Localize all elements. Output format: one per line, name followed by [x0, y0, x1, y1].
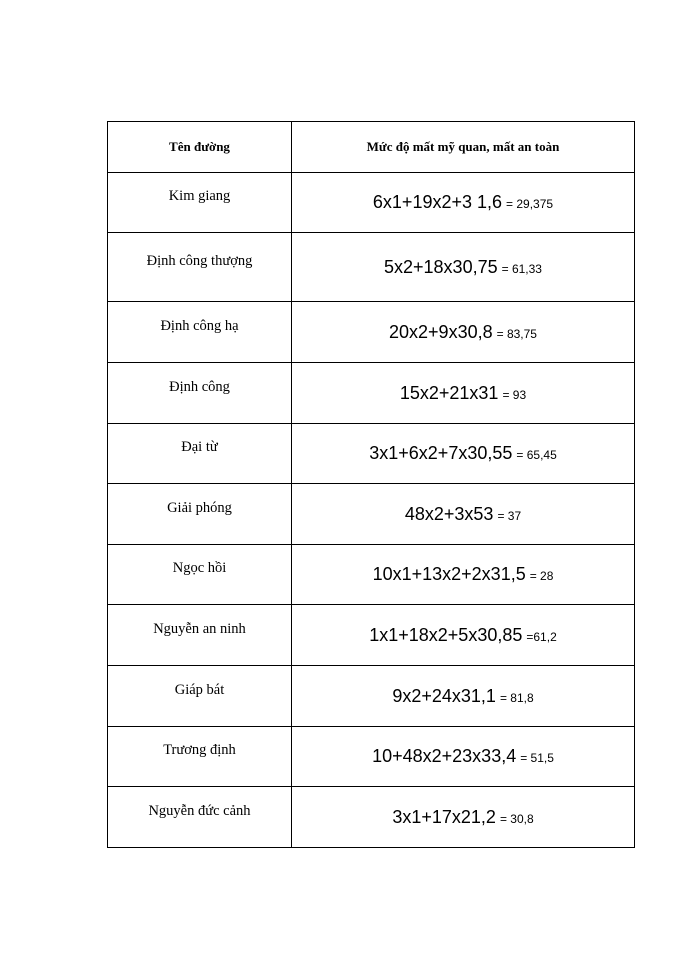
table-row: [108, 727, 635, 787]
road-name-cell: [108, 787, 292, 848]
result: = 51,5: [520, 751, 554, 765]
formula: 20x2+9x30,8: [389, 321, 493, 342]
result: = 30,8: [499, 811, 534, 826]
assessment-cell: [292, 424, 635, 484]
road-name-cell: [108, 666, 292, 727]
road-name: Nguyễn an ninh: [153, 620, 246, 637]
table-row: [108, 233, 635, 302]
table-row: [108, 666, 635, 727]
table-header-row: [108, 122, 635, 173]
result: = 61,33: [501, 261, 542, 276]
assessment-cell: [292, 545, 635, 605]
table-row: [108, 484, 635, 545]
assessment-cell: [292, 302, 635, 363]
road-name-cell: [108, 605, 292, 666]
road-name: Kim giang: [168, 188, 231, 204]
table-row: [108, 605, 635, 666]
road-name-cell: [108, 484, 292, 545]
assessment-cell: [292, 727, 635, 787]
assessment-cell: [292, 787, 635, 848]
header-assessment-level: Mức độ mất mỹ quan, mất an toàn: [292, 122, 635, 173]
assessment-cell: [292, 666, 635, 727]
result: =61,2: [526, 629, 557, 644]
road-name: Định công thượng: [146, 252, 253, 269]
assessment-cell: [292, 484, 635, 545]
result: = 93: [502, 387, 527, 402]
header-road-name: Tên đường: [108, 122, 292, 173]
formula: 10x1+13x2+2x31,5: [372, 564, 526, 584]
road-name: Giáp bát: [174, 681, 225, 698]
formula: 3x1+6x2+7x30,55: [369, 443, 513, 463]
road-name-cell: [108, 545, 292, 605]
table-row: [108, 173, 635, 233]
result: = 37: [497, 508, 522, 523]
table-row: [108, 787, 635, 848]
assessment-cell: [292, 173, 635, 233]
table-row: [108, 424, 635, 484]
road-name: Định công hạ: [160, 317, 239, 334]
formula: 6x1+19x2+3 1,6: [372, 192, 503, 212]
road-name: Giải phóng: [167, 499, 232, 516]
formula: 3x1+17x21,2: [392, 806, 496, 827]
road-assessment-table: [107, 121, 635, 848]
formula: 1x1+18x2+5x30,85: [369, 624, 523, 645]
assessment-cell: [292, 363, 635, 424]
road-name: Trương định: [163, 742, 236, 758]
result: = 83,75: [496, 326, 537, 341]
formula: 10+48x2+23x33,4: [372, 746, 517, 766]
table-row: [108, 302, 635, 363]
table-row: [108, 363, 635, 424]
formula: 48x2+3x53: [404, 503, 494, 524]
formula: 15x2+21x31: [399, 382, 499, 403]
assessment-cell: [292, 233, 635, 302]
table-row: [108, 545, 635, 605]
result: = 29,375: [506, 197, 554, 211]
road-name: Nguyễn đức cảnh: [148, 802, 251, 819]
result: = 65,45: [516, 448, 557, 462]
road-name-cell: [108, 233, 292, 302]
result: = 28: [529, 569, 554, 583]
road-name-cell: [108, 424, 292, 484]
road-name-cell: [108, 302, 292, 363]
formula: 9x2+24x31,1: [392, 685, 496, 706]
road-name: Định công: [169, 378, 230, 395]
result: = 81,8: [499, 690, 534, 705]
road-name-cell: [108, 727, 292, 787]
formula: 5x2+18x30,75: [384, 256, 498, 277]
road-name: Đại từ: [181, 439, 218, 455]
road-name-cell: [108, 173, 292, 233]
road-name: Ngọc hồi: [172, 560, 227, 576]
road-name-cell: [108, 363, 292, 424]
assessment-cell: [292, 605, 635, 666]
